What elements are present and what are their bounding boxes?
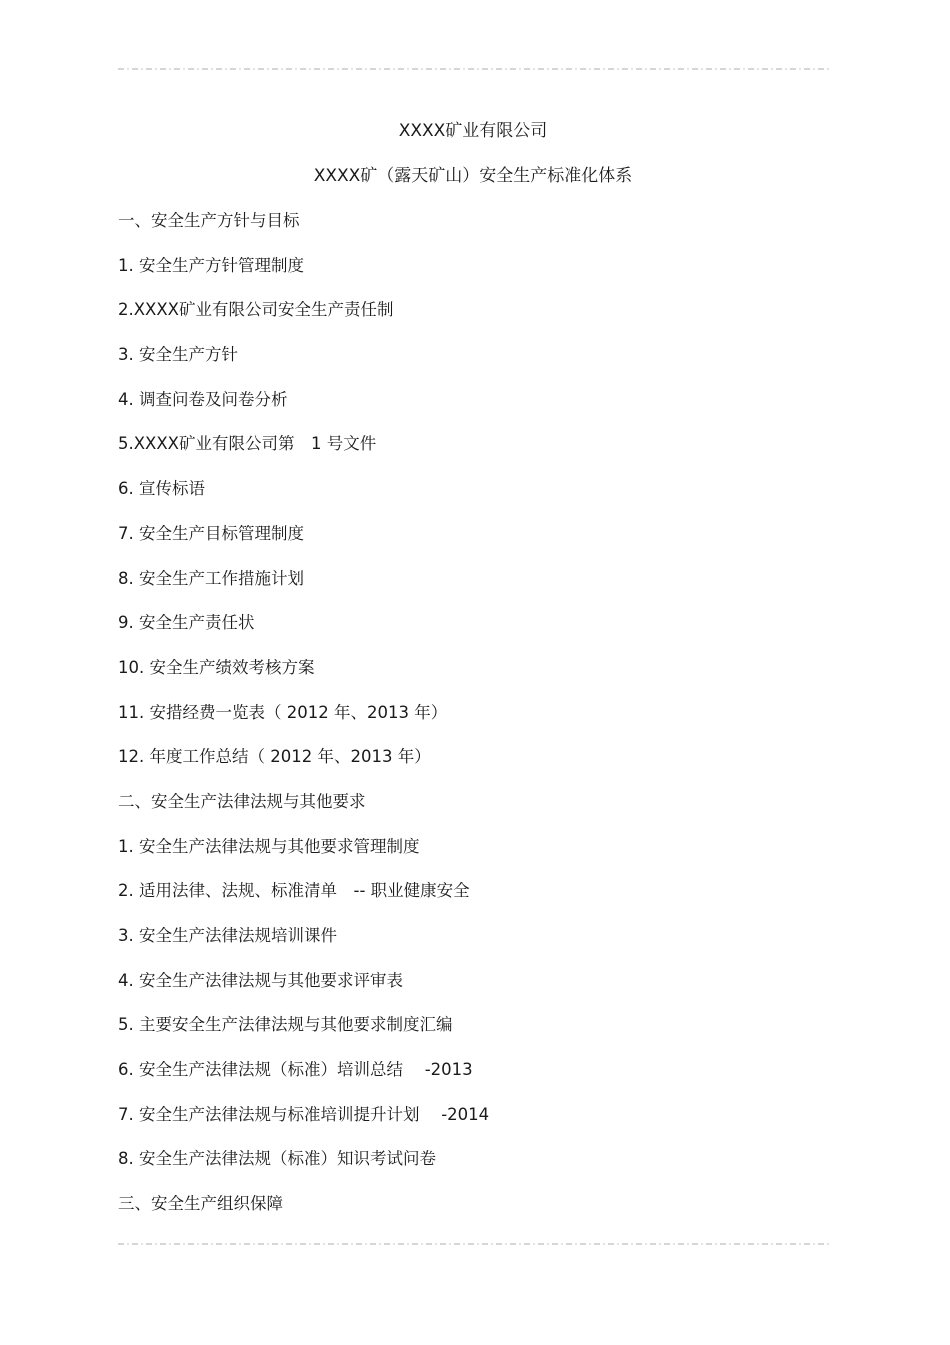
list-item: 7. 安全生产法律法规与标准培训提升计划 -2014 (118, 1104, 490, 1124)
list-item: 2.XXXX矿业有限公司安全生产责任制 (118, 300, 394, 320)
list-item: 8. 安全生产工作措施计划 (118, 568, 304, 588)
list-item: 1. 安全生产方针管理制度 (118, 255, 304, 275)
list-item: 3. 安全生产方针 (118, 345, 238, 365)
list-item: 6. 宣传标语 (118, 479, 205, 499)
list-item: 5.XXXX矿业有限公司第 1 号文件 (118, 434, 377, 454)
list-item: 12. 年度工作总结（ 2012 年、2013 年） (118, 747, 431, 767)
header-watermark-line (118, 68, 830, 70)
list-item: 11. 安措经费一览表（ 2012 年、2013 年） (118, 702, 448, 722)
list-item: 10. 安全生产绩效考核方案 (118, 657, 315, 677)
list-item: 8. 安全生产法律法规（标准）知识考试问卷 (118, 1149, 436, 1169)
list-item: 5. 主要安全生产法律法规与其他要求制度汇编 (118, 1015, 453, 1035)
table-of-contents (118, 210, 489, 1238)
footer-watermark-line (118, 1243, 830, 1245)
list-item: 3. 安全生产法律法规培训课件 (118, 926, 337, 945)
list-item: 6. 安全生产法律法规（标准）培训总结 -2013 (118, 1060, 473, 1080)
list-item: 1. 安全生产法律法规与其他要求管理制度 (118, 836, 420, 856)
list-item: 9. 安全生产责任状 (118, 613, 255, 633)
section-heading: 三、安全生产组织保障 (118, 1194, 283, 1214)
list-item: 7. 安全生产目标管理制度 (118, 523, 304, 543)
document-subtitle: XXXX矿（露天矿山）安全生产标准化体系 (313, 166, 633, 186)
list-item: 2. 适用法律、法规、标准清单 -- 职业健康安全 (118, 881, 470, 901)
section-heading: 一、安全生产方针与目标 (118, 211, 300, 230)
list-item: 4. 安全生产法律法规与其他要求评审表 (118, 970, 403, 990)
company-title: XXXX矿业有限公司 (398, 121, 548, 141)
list-item: 4. 调查问卷及问卷分析 (118, 389, 288, 409)
section-heading: 二、安全生产法律法规与其他要求 (118, 791, 366, 811)
